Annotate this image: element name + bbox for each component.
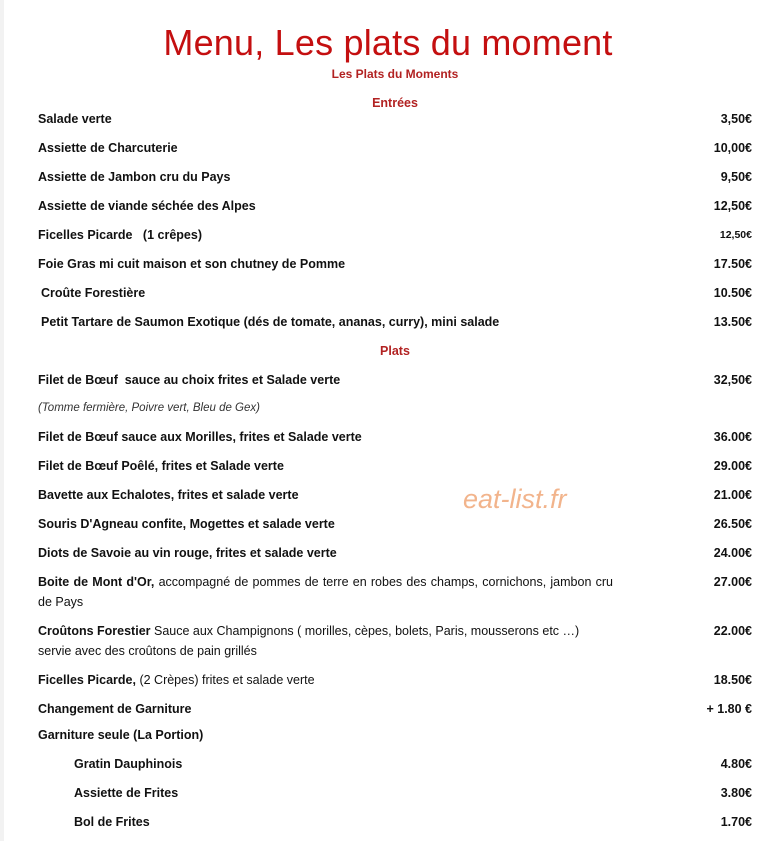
- item-name: Filet de Bœuf sauce aux Morilles, frites et Salade verte: [38, 430, 362, 444]
- section-heading-plats: Plats: [380, 344, 410, 358]
- left-edge-strip: [0, 0, 4, 841]
- item-name: Assiette de Charcuterie: [38, 141, 178, 155]
- item-name: Bol de Frites: [74, 815, 150, 829]
- item-name: Bavette aux Echalotes, frites et salade verte: [38, 488, 299, 502]
- page-title: Menu, Les plats du moment: [163, 22, 613, 63]
- item-price: 10,00€: [713, 141, 752, 155]
- item-name: Foie Gras mi cuit maison et son chutney de Pomme: [38, 257, 346, 271]
- item-price: 18.50€: [713, 673, 752, 687]
- item-name: Petit Tartare de Saumon Exotique (dés de tomate, ananas, curry), mini salade: [41, 315, 500, 329]
- item-price: 12,50€: [713, 199, 752, 213]
- item-name: Filet de Bœuf Poêlé, frites et Salade verte: [38, 459, 284, 473]
- item-name: Diots de Savoie au vin rouge, frites et salade verte: [38, 546, 337, 560]
- item-price: 13.50€: [713, 315, 752, 329]
- item-description: Sauce aux Champignons ( morilles, cèpes, bolets, Paris, mousserons etc …) servie avec des croûtons de pain grillés: [38, 624, 580, 658]
- item-description: accompagné de pommes de terre en robes des champs, cornichons, jambon cru de Pays: [38, 575, 613, 609]
- item-name: Ficelles Picarde (1 crêpes): [38, 228, 202, 242]
- item-name: Souris D'Agneau confite, Mogettes et salade verte: [38, 517, 335, 531]
- item-name: Assiette de Frites: [74, 786, 179, 800]
- item-name: Assiette de viande séchée des Alpes: [38, 199, 256, 213]
- item-name: Croûte Forestière: [41, 286, 146, 300]
- item-name: Gratin Dauphinois: [74, 757, 183, 771]
- item-price: 27.00€: [713, 575, 752, 589]
- item-price: 21.00€: [713, 488, 752, 502]
- item-name-bold: Croûtons Forestier: [38, 624, 151, 638]
- item-note: (Tomme fermière, Poivre vert, Bleu de Gex): [38, 402, 260, 414]
- item-price: 17.50€: [713, 257, 752, 271]
- item-name: Assiette de Jambon cru du Pays: [38, 170, 231, 184]
- item-name: Filet de Bœuf sauce au choix frites et Salade verte: [38, 373, 341, 387]
- item-description: (2 Crèpes) frites et salade verte: [135, 673, 315, 687]
- item-name: [38, 572, 613, 612]
- item-price: 3.80€: [720, 786, 752, 800]
- section-heading-entrees: Entrées: [372, 96, 418, 110]
- item-price: 36.00€: [713, 430, 752, 444]
- item-name: Garniture seule (La Portion): [38, 728, 204, 742]
- item-price: + 1.80 €: [706, 702, 752, 716]
- item-price: 10.50€: [713, 286, 752, 300]
- item-price: 1.70€: [720, 815, 752, 829]
- item-name: Salade verte: [38, 112, 112, 126]
- item-price: 26.50€: [713, 517, 752, 531]
- item-price: 12,50€: [719, 229, 752, 241]
- item-price: 29.00€: [713, 459, 752, 473]
- item-price: 3,50€: [720, 112, 752, 126]
- page-subtitle: Les Plats du Moments: [331, 67, 459, 81]
- item-name: [38, 670, 315, 690]
- item-name-bold: Ficelles Picarde,: [38, 673, 136, 687]
- watermark: eat-list.fr: [463, 484, 567, 514]
- item-price: 4.80€: [720, 757, 752, 771]
- item-name-bold: Boite de Mont d'Or,: [38, 575, 155, 589]
- item-price: 22.00€: [713, 624, 752, 638]
- item-price: 9,50€: [720, 170, 752, 184]
- item-price: 32,50€: [713, 373, 752, 387]
- item-price: 24.00€: [713, 546, 752, 560]
- item-name: Changement de Garniture: [38, 702, 192, 716]
- item-name: [38, 621, 613, 661]
